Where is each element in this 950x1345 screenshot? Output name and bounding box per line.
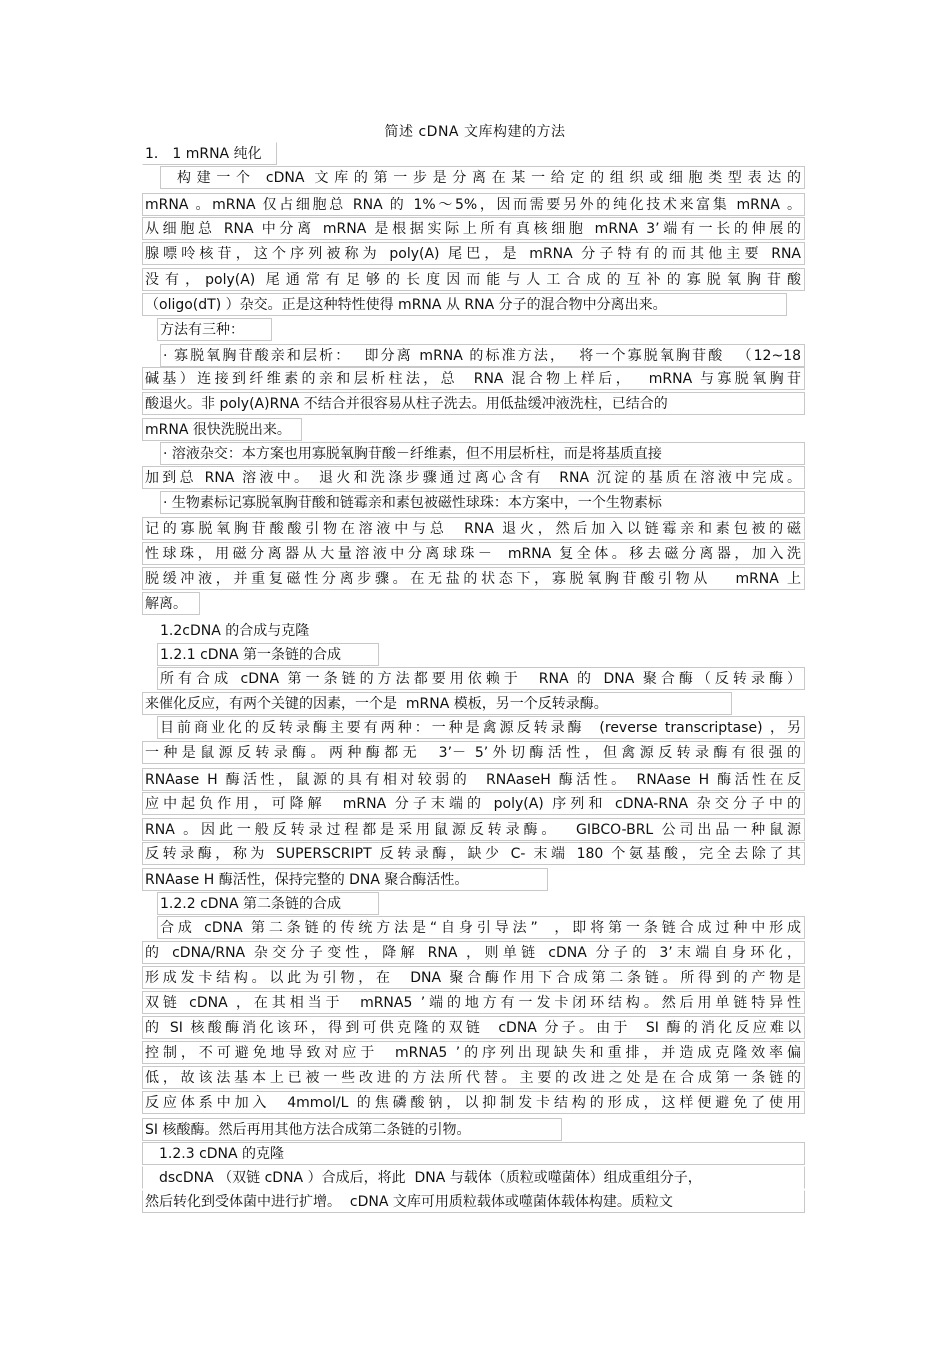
paragraph-line: 控制，不可避免地导致对应于 mRNA5 ’的序列出现缺失和重排，并造成克隆效率偏 xyxy=(142,1041,805,1064)
paragraph-line: 腺嘌呤核苷，这个序列被称为 poly(A) 尾巴，是 mRNA 分子特有的而其他主要 RNA xyxy=(142,242,805,265)
paragraph-line: 的 SI 核酸酶消化该环，得到可供克隆的双链 cDNA 分子。由于 SI 酶的消化反应难以 xyxy=(142,1016,805,1039)
section-heading-1-1: 1． 1 mRNA 纯化 xyxy=(142,142,277,165)
methods-intro: 方法有三种： xyxy=(157,318,272,341)
method-3-line: 解离。 xyxy=(142,592,200,615)
method-3-line: 记的寡脱氧胸苷酸酸引物在溶液中与总 RNA 退火，然后加入以链霉亲和素包被的磁 xyxy=(142,517,805,540)
method-3-line: 性球珠，用磁分离器从大量溶液中分离球珠－ mRNA 复全体。移去磁分离器，加入洗 xyxy=(142,542,805,565)
method-3-line: · 生物素标记寡脱氧胸苷酸和链霉亲和素包被磁性球珠：本方案中，一个生物素标 xyxy=(160,491,805,514)
method-2-line: · 溶液杂交：本方案也用寡脱氧胸苷酸－纤维素，但不用层析柱，而是将基质直接 xyxy=(160,442,805,465)
method-1-line: 碱基）连接到纤维素的亲和层析柱法，总 RNA 混合物上样后， mRNA 与寡脱氧胸苷 xyxy=(142,367,805,390)
paragraph-line: 双链 cDNA ，在其相当于 mRNA5 ’端的地方有一发卡闭环结构。然后用单链特异性 xyxy=(142,991,805,1014)
section-heading-1-2-2: 1.2.2 cDNA 第二条链的合成 xyxy=(157,892,379,915)
method-1-line: · 寡脱氧胸苷酸亲和层析： 即分离 mRNA 的标准方法， 将一个寡脱氧胸苷酸 （12~18 xyxy=(160,344,805,367)
paragraph-line: RNAase H 酶活性，保持完整的 DNA 聚合酶活性。 xyxy=(142,868,548,891)
paragraph-line: 一种是鼠源反转录酶。两种酶都无 3’－ 5’外切酶活性，但禽源反转录酶有很强的 xyxy=(142,741,805,764)
paragraph-line: （oligo(dT) ）杂交。正是这种特性使得 mRNA 从 RNA 分子的混合物中分离出来。 xyxy=(142,293,787,316)
paragraph-line: RNA 。因此一般反转录过程都是采用鼠源反转录酶。 GIBCO-BRL 公司出品一种鼠源 xyxy=(142,818,805,841)
section-heading-1-2-3: 1.2.3 cDNA 的克隆 xyxy=(142,1142,805,1165)
paragraph-line: 从细胞总 RNA 中分离 mRNA 是根据实际上所有真核细胞 mRNA 3’端有一长的伸展的 xyxy=(142,217,805,240)
paragraph-line: 反转录酶，称为 SUPERSCRIPT 反转录酶，缺少 C- 末端 180 个氨基酸，完全去除了其 xyxy=(142,842,805,865)
paragraph-line: 所有合成 cDNA 第一条链的方法都要用依赖于 RNA 的 DNA 聚合酶（反转录酶） xyxy=(157,667,805,690)
paragraph-line: 反应体系中加入 4mmol/L 的焦磷酸钠，以抑制发卡结构的形成，这样便避免了使用 xyxy=(142,1091,805,1114)
paragraph-line: 没有，poly(A) 尾通常有足够的长度因而能与人工合成的互补的寡脱氧胸苷酸 xyxy=(142,268,805,291)
section-heading-1-2-1: 1.2.1 cDNA 第一条链的合成 xyxy=(157,643,379,666)
paragraph-line: 合成 cDNA 第二条链的传统方法是“自身引导法” ，即将第一条链合成过种中形成 xyxy=(157,916,805,939)
method-2-line: 加到总 RNA 溶液中。 退火和洗涤步骤通过离心含有 RNA 沉淀的基质在溶液中完成。 xyxy=(142,466,805,489)
method-3-line: 脱缓冲液，并重复磁性分离步骤。在无盐的状态下，寡脱氧胸苷酸引物从 mRNA 上 xyxy=(142,567,805,590)
paragraph-line: 构建一个 cDNA 文库的第一步是分离在某一给定的组织或细胞类型表达的 xyxy=(160,166,805,189)
paragraph-line: SI 核酸酶。然后再用其他方法合成第二条链的引物。 xyxy=(142,1118,562,1141)
section-heading-1-2: 1.2cDNA 的合成与克隆 xyxy=(157,619,337,642)
paragraph-line: 然后转化到受体菌中进行扩增。 cDNA 文库可用质粒载体或噬菌体载体构建。质粒文 xyxy=(142,1190,805,1213)
paragraph-line: 的 cDNA/RNA 杂交分子变性，降解 RNA ，则单链 cDNA 分子的 3’末端自身环化， xyxy=(142,941,805,964)
method-1-line: mRNA 很快洗脱出来。 xyxy=(142,418,302,441)
paragraph-line: 形成发卡结构。以此为引物，在 DNA 聚合酶作用下合成第二条链。所得到的产物是 xyxy=(142,966,805,989)
paragraph-line: mRNA 。mRNA 仅占细胞总 RNA 的 1%～5%，因而需要另外的纯化技术来富集 mRNA 。 xyxy=(142,193,805,216)
paragraph-line: dscDNA （双链 cDNA ）合成后，将此 DNA 与载体（质粒或噬菌体）组成重组分子， xyxy=(142,1166,805,1189)
paragraph-line: 目前商业化的反转录酶主要有两种：一种是禽源反转录酶 (reverse transcriptase) ，另 xyxy=(157,716,805,739)
paragraph-line: RNAase H 酶活性，鼠源的具有相对较弱的 RNAaseH 酶活性。 RNAase H 酶活性在反 xyxy=(142,768,805,791)
method-1-line: 酸退火。非 poly(A)RNA 不结合并很容易从柱子洗去。用低盐缓冲液洗柱，已结合的 xyxy=(142,392,805,415)
paragraph-line: 来催化反应，有两个关键的因素，一个是 mRNA 模板，另一个反转录酶。 xyxy=(142,692,732,715)
paragraph-line: 应中起负作用，可降解 mRNA 分子末端的 poly(A) 序列和 cDNA-RNA 杂交分子中的 xyxy=(142,792,805,815)
paragraph-line: 低，故该法基本上已被一些改进的方法所代替。主要的改进之处是在合成第一条链的 xyxy=(142,1066,805,1089)
document-title: 简述 cDNA 文库构建的方法 xyxy=(384,124,566,140)
